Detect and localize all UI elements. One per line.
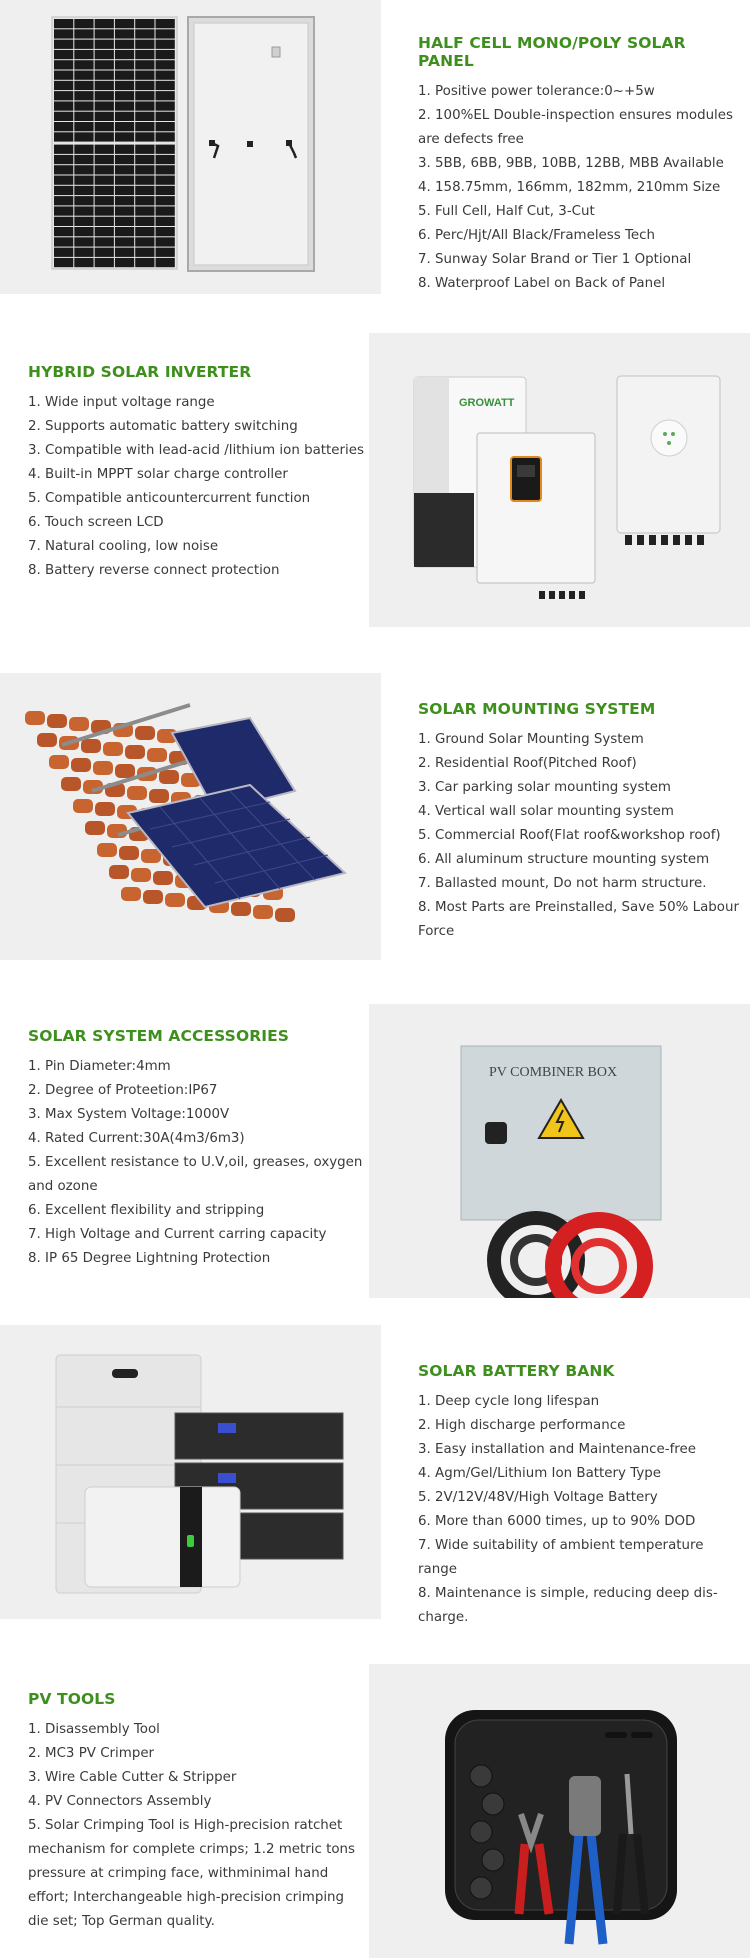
list-item: 6. Perc/Hjt/All Black/Frameless Tech xyxy=(418,228,655,243)
solar-cell xyxy=(115,91,134,100)
list-item: 8. Battery reverse connect protection xyxy=(28,563,280,578)
solar-cell xyxy=(74,112,93,121)
solar-cell xyxy=(115,196,134,205)
list-item: 7. Wide suitability of ambient temperature range xyxy=(418,1538,704,1577)
solar-cell xyxy=(54,196,73,205)
solar-cell xyxy=(156,29,175,38)
solar-cell xyxy=(115,60,134,69)
solar-cell xyxy=(115,19,134,28)
solar-cell xyxy=(115,258,134,267)
solar-cell xyxy=(95,122,114,131)
solar-cell xyxy=(74,29,93,38)
roof-tile xyxy=(25,711,45,725)
pv-tools-image xyxy=(369,1664,750,1958)
roof-tile xyxy=(125,745,145,759)
solar-cell xyxy=(74,81,93,90)
list-item: 1. Ground Solar Mounting System xyxy=(418,732,644,747)
solar-cell xyxy=(54,237,73,246)
solar-cell xyxy=(156,19,175,28)
solar-cell xyxy=(95,248,114,257)
solar-cell xyxy=(135,145,154,154)
solar-cell xyxy=(74,132,93,141)
solar-cell xyxy=(135,29,154,38)
solar-cell xyxy=(54,101,73,110)
solar-panel-illustration xyxy=(0,0,381,294)
solar-cell xyxy=(95,132,114,141)
solar-cell xyxy=(156,122,175,131)
solar-cell xyxy=(74,227,93,236)
list-item: 2. Supports automatic battery switching xyxy=(28,419,298,434)
list-item: 4. PV Connectors Assembly xyxy=(28,1794,212,1809)
solar-cell xyxy=(95,145,114,154)
list-item: 7. High Voltage and Current carring capacity xyxy=(28,1227,327,1242)
solar-cell xyxy=(54,60,73,69)
solar-cell xyxy=(54,227,73,236)
solar-cell xyxy=(54,155,73,164)
solar-cell xyxy=(135,186,154,195)
list-item: 1. Positive power tolerance:0~+5w xyxy=(418,84,655,99)
list-item: 4. Agm/Gel/Lithium Ion Battery Type xyxy=(418,1466,661,1481)
list-item: 1. Pin Diameter:4mm xyxy=(28,1059,171,1074)
feature-list xyxy=(28,391,368,583)
solar-cell xyxy=(74,145,93,154)
list-item: 8. Maintenance is simple, reducing deep dis-charge. xyxy=(418,1586,718,1625)
list-item: 1. Deep cycle long lifespan xyxy=(418,1394,600,1409)
battery-image xyxy=(0,1325,381,1619)
list-item: 8. IP 65 Degree Lightning Protection xyxy=(28,1251,271,1266)
solar-cell xyxy=(156,101,175,110)
roof-tile xyxy=(143,890,163,904)
roof-tile xyxy=(275,908,295,922)
solar-cell xyxy=(95,101,114,110)
solar-cell xyxy=(54,258,73,267)
solar-cell xyxy=(156,248,175,257)
roof-tile xyxy=(71,758,91,772)
list-item: 6. More than 6000 times, up to 90% DOD xyxy=(418,1514,696,1529)
solar-cell xyxy=(95,217,114,226)
solar-cell xyxy=(74,206,93,215)
solar-cell xyxy=(135,155,154,164)
solar-cell xyxy=(135,91,154,100)
solar-cell xyxy=(115,132,134,141)
solar-cell xyxy=(54,40,73,49)
list-item: 3. Compatible with lead-acid /lithium ion batteries xyxy=(28,443,364,458)
list-item: 4. Rated Current:30A(4m3/6m3) xyxy=(28,1131,245,1146)
solar-cell xyxy=(135,132,154,141)
solar-cell xyxy=(95,176,114,185)
solar-cell xyxy=(156,155,175,164)
roof-tile xyxy=(119,846,139,860)
solar-cell xyxy=(74,50,93,59)
solar-cell xyxy=(95,196,114,205)
solar-cell xyxy=(115,155,134,164)
solar-cell xyxy=(54,112,73,121)
list-item: 5. Full Cell, Half Cut, 3-Cut xyxy=(418,204,595,219)
solar-cell xyxy=(54,81,73,90)
solar-cell xyxy=(156,176,175,185)
solar-cell xyxy=(74,101,93,110)
solar-panel-image xyxy=(0,0,381,294)
solar-cell xyxy=(74,186,93,195)
combiner-box-illustration xyxy=(369,1004,750,1298)
list-item: 7. Ballasted mount, Do not harm structure. xyxy=(418,876,707,891)
solar-cell xyxy=(135,176,154,185)
solar-cell xyxy=(95,60,114,69)
list-item: 1. Wide input voltage range xyxy=(28,395,215,410)
solar-cell xyxy=(156,227,175,236)
solar-cell xyxy=(156,206,175,215)
solar-cell xyxy=(95,227,114,236)
solar-cell xyxy=(135,40,154,49)
solar-cell xyxy=(135,60,154,69)
solar-cell xyxy=(95,186,114,195)
solar-cell xyxy=(74,91,93,100)
roof-tile xyxy=(127,786,147,800)
solar-cell xyxy=(156,71,175,80)
roof-tile xyxy=(159,770,179,784)
solar-cell xyxy=(156,145,175,154)
solar-cell xyxy=(115,50,134,59)
solar-cell xyxy=(54,19,73,28)
solar-cell xyxy=(95,258,114,267)
solar-cell xyxy=(156,186,175,195)
solar-cell xyxy=(115,145,134,154)
solar-cell xyxy=(74,217,93,226)
roof-tile xyxy=(107,824,127,838)
inverter-text xyxy=(28,363,368,583)
solar-cell xyxy=(135,165,154,174)
solar-cell xyxy=(74,40,93,49)
solar-cell xyxy=(115,227,134,236)
section-title: HYBRID SOLAR INVERTER xyxy=(28,363,252,381)
solar-cell xyxy=(54,186,73,195)
solar-cell xyxy=(156,217,175,226)
list-item: 8. Waterproof Label on Back of Panel xyxy=(418,276,666,291)
list-item: 3. 5BB, 6BB, 9BB, 10BB, 12BB, MBB Available xyxy=(418,156,724,171)
solar-cell xyxy=(156,237,175,246)
solar-cell xyxy=(135,81,154,90)
solar-cell xyxy=(135,101,154,110)
solar-cell xyxy=(115,237,134,246)
list-item: 7. Sunway Solar Brand or Tier 1 Optional xyxy=(418,252,692,267)
solar-cell xyxy=(156,165,175,174)
solar-cell xyxy=(135,112,154,121)
solar-cell xyxy=(95,29,114,38)
list-item: 3. Wire Cable Cutter & Stripper xyxy=(28,1770,237,1785)
roof-tile xyxy=(81,739,101,753)
solar-cell xyxy=(156,60,175,69)
solar-cell xyxy=(115,40,134,49)
solar-cell xyxy=(74,176,93,185)
battery-illustration xyxy=(0,1325,381,1619)
inverter-image xyxy=(369,333,750,627)
feature-list xyxy=(418,80,738,296)
list-item: 5. Solar Crimping Tool is High-precision ratchet mechanism for complete crimps; 1.2 metric tons pressure at crimping face, withminimal hand effort; Interchangeable high-precision crimping die set; Top German quality. xyxy=(28,1818,356,1929)
solar-cell xyxy=(115,81,134,90)
solar-cell xyxy=(54,122,73,131)
solar-cell xyxy=(54,71,73,80)
pv-tools-text xyxy=(28,1690,368,1934)
solar-cell xyxy=(95,71,114,80)
roof-tile xyxy=(73,799,93,813)
solar-cell xyxy=(54,248,73,257)
solar-cell xyxy=(115,71,134,80)
solar-cell xyxy=(156,81,175,90)
list-item: 4. 158.75mm, 166mm, 182mm, 210mm Size xyxy=(418,180,721,195)
section-title: PV TOOLS xyxy=(28,1690,116,1708)
solar-cell xyxy=(135,196,154,205)
list-item: 2. MC3 PV Crimper xyxy=(28,1746,155,1761)
roof-tile xyxy=(69,717,89,731)
solar-cell xyxy=(156,50,175,59)
growatt-logo-text: GROWATT xyxy=(459,397,515,409)
solar-cell xyxy=(54,50,73,59)
solar-cell xyxy=(135,122,154,131)
solar-cell xyxy=(74,60,93,69)
solar-cell xyxy=(54,217,73,226)
feature-list xyxy=(28,1718,368,1934)
solar-cell xyxy=(115,186,134,195)
list-item: 6. All aluminum structure mounting system xyxy=(418,852,710,867)
solar-cell xyxy=(95,40,114,49)
solar-cell xyxy=(54,165,73,174)
list-item: 2. High discharge performance xyxy=(418,1418,626,1433)
roof-tile xyxy=(109,865,129,879)
roof-tile xyxy=(47,714,67,728)
section-title: SOLAR MOUNTING SYSTEM xyxy=(418,700,656,718)
list-item: 1. Disassembly Tool xyxy=(28,1722,160,1737)
solar-panel-text xyxy=(418,34,738,296)
list-item: 7. Natural cooling, low noise xyxy=(28,539,219,554)
list-item: 5. 2V/12V/48V/High Voltage Battery xyxy=(418,1490,658,1505)
solar-cell xyxy=(115,29,134,38)
solar-cell xyxy=(135,71,154,80)
roof-tile xyxy=(135,726,155,740)
solar-cell xyxy=(95,165,114,174)
solar-cell xyxy=(54,145,73,154)
solar-cell xyxy=(135,248,154,257)
solar-cell xyxy=(54,132,73,141)
solar-cell xyxy=(115,248,134,257)
roof-tile xyxy=(37,733,57,747)
solar-cell xyxy=(54,91,73,100)
list-item: 3. Max System Voltage:1000V xyxy=(28,1107,230,1122)
solar-cell xyxy=(95,112,114,121)
list-item: 3. Easy installation and Maintenance-free xyxy=(418,1442,696,1457)
solar-cell xyxy=(135,237,154,246)
list-item: 2. Residential Roof(Pitched Roof) xyxy=(418,756,637,771)
solar-cell xyxy=(156,112,175,121)
solar-cell xyxy=(95,91,114,100)
list-item: 8. Most Parts are Preinstalled, Save 50% Labour Force xyxy=(418,900,739,939)
solar-cell xyxy=(54,176,73,185)
roof-tile xyxy=(121,887,141,901)
combiner-box-label: PV COMBINER BOX xyxy=(489,1065,618,1080)
mounting-illustration xyxy=(0,673,381,960)
roof-tile xyxy=(231,902,251,916)
list-item: 5. Compatible anticountercurrent function xyxy=(28,491,311,506)
list-item: 6. Touch screen LCD xyxy=(28,515,164,530)
list-item: 2. 100%EL Double-inspection ensures modules are defects free xyxy=(418,108,733,147)
roof-tile xyxy=(95,802,115,816)
solar-cell xyxy=(156,40,175,49)
roof-tile xyxy=(49,755,69,769)
inverter-illustration xyxy=(369,333,750,627)
solar-cell xyxy=(95,50,114,59)
solar-cell xyxy=(95,81,114,90)
roof-tile xyxy=(115,764,135,778)
solar-cell xyxy=(74,155,93,164)
list-item: 4. Built-in MPPT solar charge controller xyxy=(28,467,288,482)
solar-cell xyxy=(156,91,175,100)
solar-cell xyxy=(115,165,134,174)
list-item: 3. Car parking solar mounting system xyxy=(418,780,671,795)
solar-cell xyxy=(156,196,175,205)
solar-cell xyxy=(135,217,154,226)
accessories-image xyxy=(369,1004,750,1298)
solar-cell xyxy=(95,237,114,246)
section-title: SOLAR SYSTEM ACCESSORIES xyxy=(28,1027,290,1045)
solar-cell xyxy=(74,19,93,28)
solar-cell xyxy=(115,101,134,110)
solar-cell xyxy=(115,206,134,215)
solar-cell xyxy=(74,165,93,174)
roof-tile xyxy=(61,777,81,791)
solar-cell xyxy=(115,217,134,226)
roof-tile xyxy=(93,761,113,775)
tool-kit-illustration xyxy=(369,1664,750,1958)
solar-cell xyxy=(74,258,93,267)
list-item: 2. Degree of Proteetion:IP67 xyxy=(28,1083,218,1098)
roof-tile xyxy=(97,843,117,857)
solar-cell xyxy=(135,206,154,215)
mounting-image xyxy=(0,673,381,960)
roof-tile xyxy=(85,821,105,835)
solar-cell xyxy=(74,248,93,257)
roof-tile xyxy=(103,742,123,756)
feature-list xyxy=(28,1055,368,1271)
roof-tile xyxy=(165,893,185,907)
solar-cell xyxy=(54,29,73,38)
solar-cell xyxy=(135,258,154,267)
roof-tile xyxy=(131,868,151,882)
roof-tile xyxy=(253,905,273,919)
accessories-text xyxy=(28,1027,368,1271)
solar-cell xyxy=(156,132,175,141)
battery-text xyxy=(418,1362,743,1630)
solar-cell xyxy=(115,122,134,131)
section-title: HALF CELL MONO/POLY SOLAR PANEL xyxy=(418,34,686,70)
feature-list xyxy=(418,728,740,944)
list-item: 5. Excellent resistance to U.V,oil, greases, oxygen and ozone xyxy=(28,1155,363,1194)
solar-cell xyxy=(74,196,93,205)
mounting-text xyxy=(418,700,740,944)
solar-cell xyxy=(135,227,154,236)
solar-cell xyxy=(156,258,175,267)
solar-cell xyxy=(115,176,134,185)
solar-cell xyxy=(135,19,154,28)
solar-cell xyxy=(74,237,93,246)
list-item: 6. Excellent flexibility and stripping xyxy=(28,1203,265,1218)
list-item: 5. Commercial Roof(Flat roof&workshop roof) xyxy=(418,828,721,843)
solar-cell xyxy=(115,112,134,121)
solar-cell xyxy=(95,155,114,164)
solar-cell xyxy=(74,71,93,80)
roof-tile xyxy=(153,871,173,885)
solar-cell xyxy=(54,206,73,215)
solar-cell xyxy=(74,122,93,131)
solar-cell xyxy=(135,50,154,59)
feature-list xyxy=(418,1390,743,1630)
section-title: SOLAR BATTERY BANK xyxy=(418,1362,615,1380)
solar-cell xyxy=(95,206,114,215)
roof-tile xyxy=(149,789,169,803)
roof-tile xyxy=(147,748,167,762)
solar-cell xyxy=(95,19,114,28)
list-item: 4. Vertical wall solar mounting system xyxy=(418,804,674,819)
